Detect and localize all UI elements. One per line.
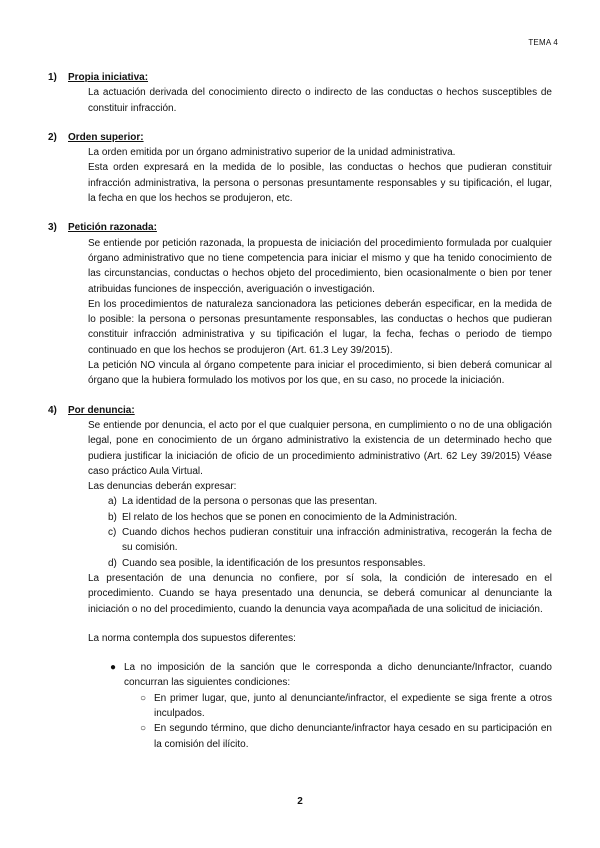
- section-por-denuncia: [48, 403, 552, 752]
- list-item: [108, 510, 552, 525]
- list-item: [108, 525, 552, 556]
- paragraph: La presentación de una denuncia no confiere, por sí sola, la condición de interesado en el procedimiento. Cuando se haya presentado una denuncia, se deberá comunicar al denunciante la iniciación o no del procedimiento, cuando la denuncia vaya acompañada de una solicitud de iniciación.: [88, 572, 552, 615]
- denuncia-requirements-list: [88, 494, 552, 570]
- section-title: Propia iniciativa:: [68, 72, 149, 83]
- section-orden-superior: [48, 130, 552, 206]
- sub-list-item: [140, 721, 552, 752]
- section-title: Petición razonada:: [68, 222, 157, 234]
- list-item-text: Cuando dichos hechos pudieran constituir una infracción administrativa, recogerán la fecha de su comisión.: [122, 527, 552, 554]
- list-marker: c): [108, 527, 117, 539]
- page-header-topic: TEMA 4: [528, 38, 558, 47]
- page-number: 2: [297, 796, 303, 807]
- list-marker: b): [108, 511, 117, 523]
- paragraph: Se entiende por petición razonada, la propuesta de iniciación del procedimiento formulada por cualquier órgano administrativo que no tiene competencia para iniciar el mismo y que ha tenido conocimiento de las circunstancias, conductas o hechos objeto del procedimiento, bien ocasionalmente o bien por tener atribuidas funciones de inspección, averiguación o investigación.: [88, 237, 552, 295]
- paragraph: Esta orden expresará en la medida de lo posible, las conductas o hechos que pudieran constituir infracción administrativa, la persona o personas presuntamente responsables y su tipificación, el lugar, la fecha en que los hechos se produjeron, etc.: [88, 162, 552, 205]
- section-title: Orden superior:: [68, 131, 144, 143]
- paragraph: La petición NO vincula al órgano competente para iniciar el procedimiento, si bien deberá comunicar al órgano que la hubiera formulado los motivos por los que, en su caso, no procede la iniciación.: [88, 360, 552, 387]
- sub-item-text: En segundo término, que dicho denunciante/infractor haya cesado en su participación en la comisión del ilícito.: [154, 723, 552, 750]
- section-number: 3): [48, 222, 57, 234]
- list-marker: a): [108, 496, 117, 508]
- list-marker: d): [108, 557, 117, 569]
- circle-bullet-icon: ○: [140, 723, 147, 735]
- section-number: 1): [48, 72, 57, 83]
- list-item: [108, 494, 552, 509]
- section-heading: [48, 220, 552, 235]
- section-number: 4): [48, 404, 57, 416]
- bullet-item: [108, 660, 552, 752]
- list-item-text: La identidad de la persona o personas que las presentan.: [122, 496, 378, 508]
- bullet-text: La no imposición de la sanción que le corresponda a dicho denunciante/Infractor, cuando concurran las siguientes condiciones:: [124, 662, 552, 689]
- section-propia-iniciativa: [48, 70, 552, 116]
- paragraph: En los procedimientos de naturaleza sancionadora las peticiones deberán especificar, en la medida de lo posible: la persona o personas presuntamente responsables, las conductas o hechos que pudieran constituir infracción administrativa y su tipificación el lugar, la fecha, fechas o periodo de tiempo continuado en que los hechos se produjeron (Art. 61.3 Ley 39/2015).: [88, 298, 552, 356]
- sub-item-text: En primer lugar, que, junto al denunciante/infractor, el expediente se siga frente a otros inculpados.: [154, 692, 552, 719]
- sub-list: [124, 691, 552, 752]
- section-peticion-razonada: [48, 220, 552, 388]
- document-body: [48, 70, 552, 766]
- list-item: [108, 556, 552, 571]
- list-intro: Las denuncias deberán expresar:: [88, 481, 237, 493]
- section-heading: [48, 70, 552, 85]
- section-heading: [48, 403, 552, 418]
- circle-bullet-icon: ○: [140, 692, 147, 704]
- paragraph: La norma contempla dos supuestos diferentes:: [88, 632, 296, 644]
- list-item-text: El relato de los hechos que se ponen en conocimiento de la Administración.: [122, 511, 458, 523]
- section-heading: [48, 130, 552, 145]
- list-item-text: Cuando sea posible, la identificación de los presuntos responsables.: [122, 557, 426, 569]
- bullet-icon: ●: [110, 662, 117, 674]
- section-number: 2): [48, 131, 57, 143]
- paragraph: Se entiende por denuncia, el acto por el que cualquier persona, en cumplimiento o no de una obligación legal, pone en conocimiento de un órgano administrativo la existencia de un determinado hecho que pudiera justificar la iniciación de oficio de un procedimiento administrativo (Art. 62 Ley 39/2015) Véase caso práctico Aula Virtual.: [88, 419, 552, 477]
- sub-list-item: [140, 691, 552, 722]
- paragraph: La orden emitida por un órgano administrativo superior de la unidad administrativa.: [88, 147, 456, 159]
- supuestos-list: [88, 660, 552, 752]
- paragraph: La actuación derivada del conocimiento directo o indirecto de las conductas o hechos susceptibles de constituir infracción.: [88, 87, 552, 114]
- section-title: Por denuncia:: [68, 404, 135, 416]
